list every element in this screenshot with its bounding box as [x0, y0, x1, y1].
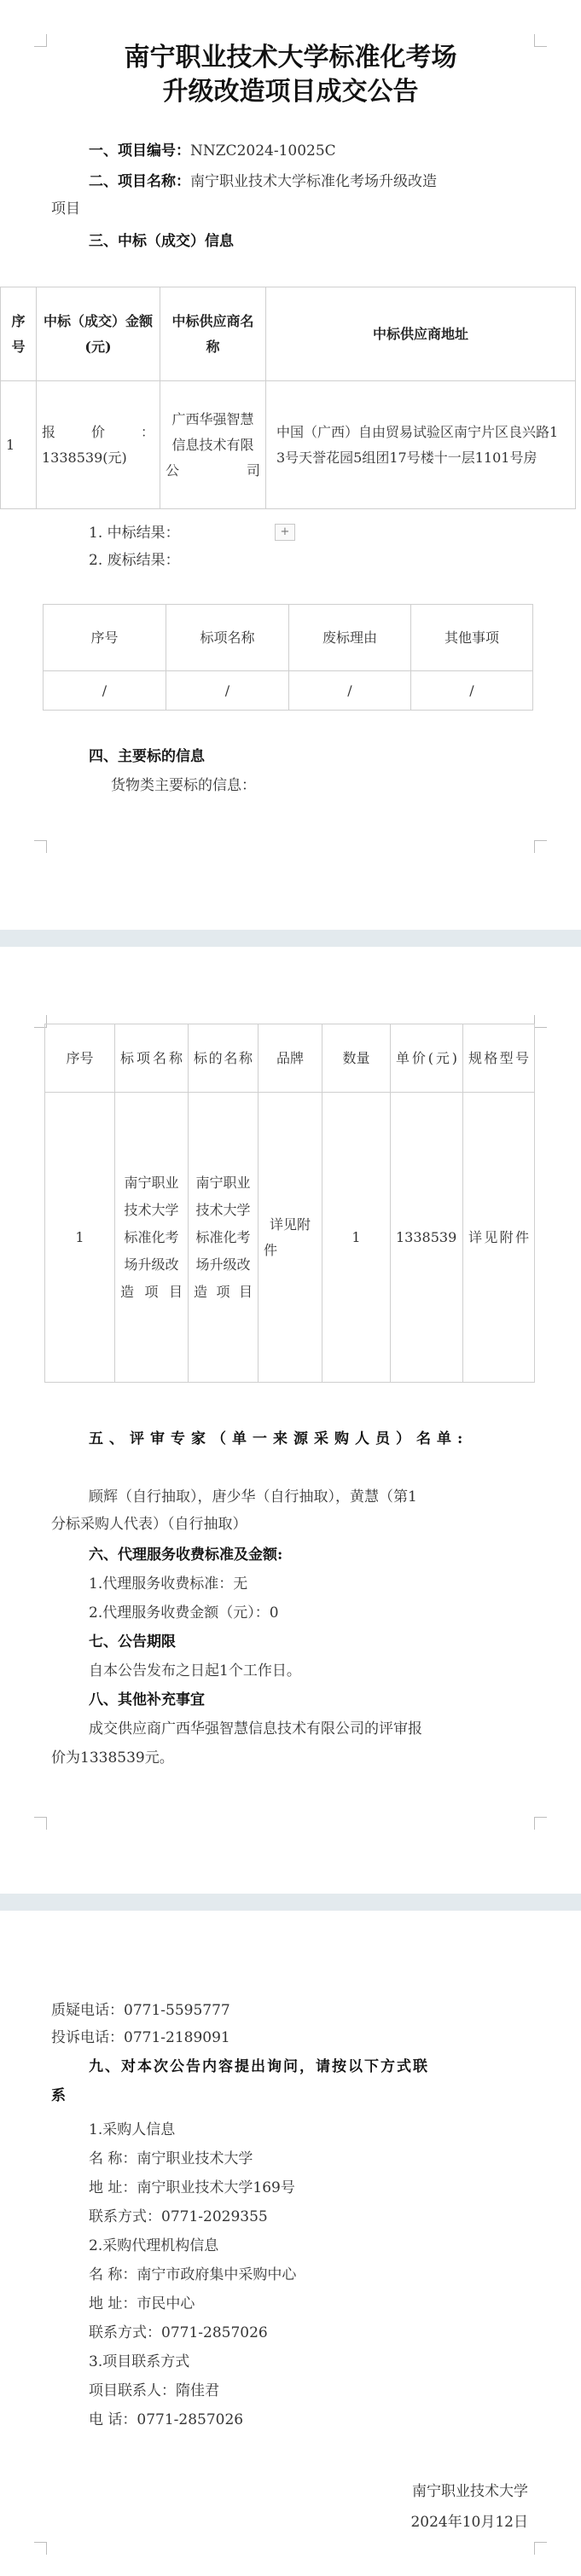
table-row — [45, 1093, 535, 1383]
table-row — [44, 671, 533, 711]
page-separator — [0, 1894, 581, 1911]
award-result: 1. 中标结果： — [89, 525, 180, 542]
project-code-value: NNZC2024-10025C — [190, 142, 336, 160]
section-7-heading: 七、公告期限 — [89, 1633, 176, 1651]
waste-table-header-row — [44, 605, 533, 671]
goods-info-line: 货物类主要标的信息： — [111, 777, 256, 794]
section-3-heading: 三、中标（成交）信息 — [89, 233, 234, 250]
supplement-line-1: 成交供应商广西华强智慧信息技术有限公司的评审报 — [89, 1720, 422, 1738]
query-phone: 质疑电话：0771-5595777 — [51, 2002, 230, 2019]
signature-organization: 南宁职业技术大学 — [412, 2483, 528, 2500]
goods-cell-target: 南宁职业技术大学标准化考场升级改造项目 — [189, 1093, 259, 1383]
project-name-continued: 项目 — [51, 200, 80, 218]
goods-cell-spec: 详见附件 — [463, 1093, 535, 1383]
table-row — [1, 381, 576, 509]
document-title-line-2: 升级改造项目成交公告 — [162, 77, 419, 107]
signature-date: 2024年10月12日 — [410, 2514, 528, 2531]
agency-address: 地 址：市民中心 — [89, 2295, 195, 2312]
waste-header-reason: 废标理由 — [289, 605, 411, 671]
agency-phone: 联系方式：0771-2857026 — [89, 2324, 268, 2341]
document-title-line-1: 南宁职业技术大学标准化考场 — [124, 43, 457, 73]
document-page-2 — [0, 947, 581, 1894]
section-9-heading-continued: 系 — [51, 2087, 66, 2104]
agency-title: 2.采购代理机构信息 — [89, 2237, 219, 2254]
goods-header-price: 单价(元) — [391, 1024, 463, 1093]
goods-header-brand: 品牌 — [259, 1024, 322, 1093]
project-contact-title: 3.项目联系方式 — [89, 2353, 190, 2370]
crop-mark — [34, 2542, 47, 2555]
goods-header-spec: 规格型号 — [463, 1024, 535, 1093]
winner-header-no: 序号 — [1, 287, 37, 381]
crop-mark — [534, 1015, 547, 1028]
winner-cell-no: 1 — [1, 381, 37, 509]
purchaser-title: 1.采购人信息 — [89, 2121, 176, 2138]
section-8-heading: 八、其他补充事宜 — [89, 1691, 205, 1709]
winner-cell-address: 中国（广西）自由贸易试验区南宁片区良兴路13号天誉花园5组团17号楼十一层1101号房 — [266, 381, 576, 509]
waste-cell: / — [44, 671, 166, 711]
crop-mark — [34, 1817, 47, 1830]
winner-cell-supplier: 广西华强智慧信息技术有限公司 — [160, 381, 266, 509]
section-9-heading: 九、对本次公告内容提出询问，请按以下方式联 — [89, 2058, 429, 2075]
waste-table — [43, 604, 533, 711]
winner-price-label: 报价： — [42, 423, 154, 440]
experts-line-1: 顾辉（自行抽取），唐少华（自行抽取），黄慧（第1 — [89, 1488, 417, 1506]
winner-price-value: 1338539(元) — [42, 449, 127, 466]
project-contact-phone: 电 话：0771-2857026 — [89, 2411, 244, 2428]
purchaser-address: 地 址：南宁职业技术大学169号 — [89, 2179, 295, 2196]
project-name-value: 南宁职业技术大学标准化考场升级改造 — [190, 173, 437, 190]
goods-cell-item: 南宁职业技术大学标准化考场升级改造项目 — [115, 1093, 189, 1383]
waste-cell: / — [166, 671, 289, 711]
goods-header-target: 标的名称 — [189, 1024, 259, 1093]
goods-header-qty: 数量 — [322, 1024, 391, 1093]
fee-standard: 1.代理服务收费标准：无 — [89, 1575, 248, 1593]
goods-cell-price: 1338539 — [391, 1093, 463, 1383]
goods-cell-no: 1 — [45, 1093, 115, 1383]
agency-name: 名 称：南宁市政府集中采购中心 — [89, 2266, 297, 2283]
waste-result: 2. 废标结果： — [89, 552, 180, 569]
purchaser-name: 名 称：南宁职业技术大学 — [89, 2150, 253, 2167]
section-5-heading: 五、评审专家（单一来源采购人员）名单: — [89, 1430, 469, 1448]
goods-cell-qty: 1 — [322, 1093, 391, 1383]
waste-header-no: 序号 — [44, 605, 166, 671]
goods-table — [44, 1024, 535, 1383]
crop-mark — [34, 840, 47, 853]
experts-line-2: 分标采购人代表）（自行抽取） — [51, 1516, 247, 1533]
project-code — [89, 136, 336, 165]
winner-table-header-row — [1, 287, 576, 381]
expand-button[interactable]: + — [275, 524, 295, 541]
winner-cell-amount — [37, 381, 160, 509]
winner-header-supplier: 中标供应商名称 — [160, 287, 266, 381]
waste-cell: / — [411, 671, 533, 711]
document-page-3 — [0, 1911, 581, 2576]
purchaser-phone: 联系方式：0771-2029355 — [89, 2208, 268, 2225]
document-page-1 — [0, 0, 581, 930]
waste-header-other: 其他事项 — [411, 605, 533, 671]
page-separator — [0, 930, 581, 947]
section-4-heading: 四、主要标的信息 — [89, 748, 205, 765]
winner-header-address: 中标供应商地址 — [266, 287, 576, 381]
winner-header-amount: 中标（成交）金额(元) — [37, 287, 160, 381]
supplement-line-2: 价为1338539元。 — [51, 1749, 174, 1767]
goods-table-header-row — [45, 1024, 535, 1093]
crop-mark — [534, 1817, 547, 1830]
goods-header-item: 标项名称 — [115, 1024, 189, 1093]
crop-mark — [534, 840, 547, 853]
fee-amount: 2.代理服务收费金额（元）：0 — [89, 1604, 279, 1622]
notice-period: 自本公告发布之日起1个工作日。 — [89, 1662, 301, 1680]
winner-table — [0, 287, 576, 509]
project-name-label: 二、项目名称： — [89, 173, 190, 190]
project-contact-person: 项目联系人：隋佳君 — [89, 2382, 219, 2399]
crop-mark — [534, 2542, 547, 2555]
complaint-phone: 投诉电话：0771-2189091 — [51, 2029, 230, 2046]
section-6-heading: 六、代理服务收费标准及金额: — [89, 1546, 283, 1564]
waste-header-item: 标项名称 — [166, 605, 289, 671]
goods-header-no: 序号 — [45, 1024, 115, 1093]
goods-cell-brand: 详见附件 — [259, 1093, 322, 1383]
project-name — [89, 167, 437, 196]
project-code-label: 一、项目编号： — [89, 142, 190, 160]
waste-cell: / — [289, 671, 411, 711]
